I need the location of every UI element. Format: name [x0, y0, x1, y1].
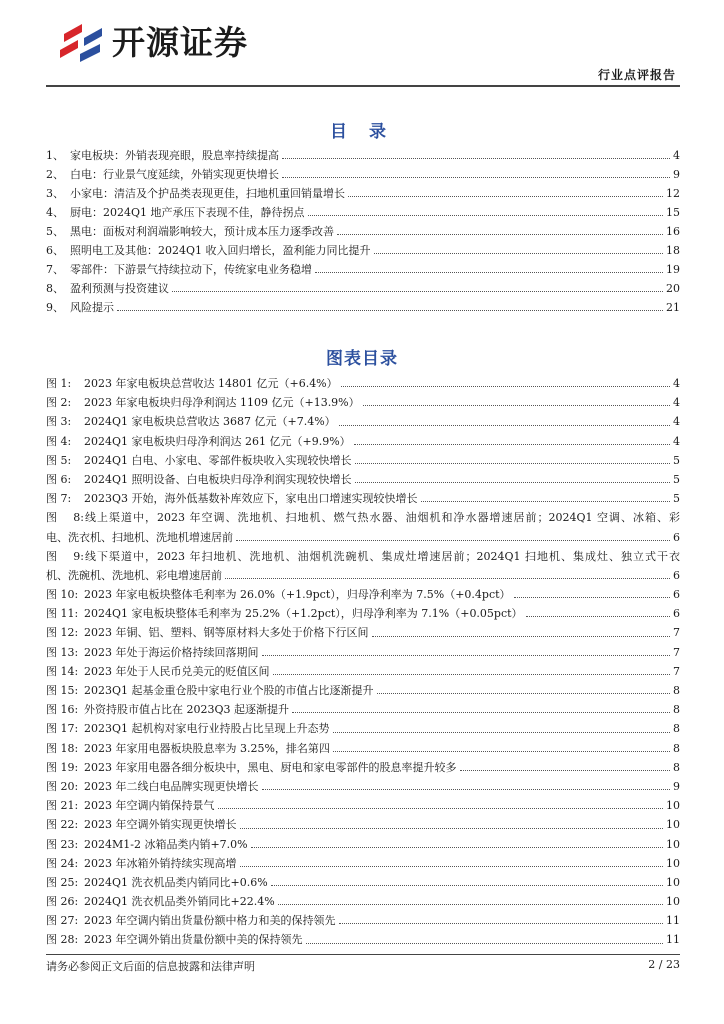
- figure-entry-page: 6: [673, 568, 680, 582]
- figure-entry-page: 6: [673, 588, 680, 602]
- brand-logo: [56, 20, 276, 66]
- toc-entry[interactable]: [46, 146, 680, 165]
- figure-entry-number: 图 12:: [46, 626, 79, 640]
- figure-entry[interactable]: [46, 758, 680, 777]
- dot-leader: [271, 885, 663, 886]
- figure-entry-page: 10: [666, 895, 680, 909]
- figure-entry[interactable]: [46, 489, 680, 508]
- dot-leader: [354, 444, 670, 445]
- toc-entry-text: 厨电：2024Q1 地产承压下表现不佳，静待拐点: [70, 206, 305, 219]
- toc-entry[interactable]: [46, 222, 680, 241]
- dot-leader: [225, 578, 670, 579]
- figure-entry-page: 5: [673, 492, 680, 506]
- figure-entry-number: 图 10:: [46, 588, 79, 602]
- dot-leader: [348, 196, 663, 197]
- figure-entry-page: 10: [666, 875, 680, 889]
- toc-entry[interactable]: [46, 165, 680, 184]
- toc-entry[interactable]: [46, 298, 680, 317]
- figure-entry-text: 2024Q1 家电板块总营收达 3687 亿元（+7.4%）: [84, 415, 336, 429]
- toc-entry-number: 7、: [46, 263, 64, 276]
- page-number: 2 / 23: [648, 958, 680, 971]
- dot-leader: [251, 847, 663, 848]
- dot-leader: [514, 597, 670, 598]
- figure-entry-text: 2023 年家电板块归母净利润达 1109 亿元（+13.9%）: [84, 396, 360, 410]
- figure-entry-page: 6: [673, 530, 680, 544]
- figure-entry-text: 2024Q1 洗衣机品类外销同比+22.4%: [84, 895, 275, 909]
- figure-entry-number: 图 9:: [46, 549, 84, 563]
- dot-leader: [421, 501, 670, 502]
- figure-entry-number: 图 1:: [46, 376, 72, 390]
- figure-entry-number: 图 22:: [46, 818, 79, 832]
- figure-entry[interactable]: [46, 547, 680, 585]
- figure-entry-text: 2023 年家电板块总营收达 14801 亿元（+6.4%）: [84, 376, 338, 390]
- dot-leader: [333, 732, 670, 733]
- figure-entry[interactable]: [46, 777, 680, 796]
- figure-entry-number: 图 5:: [46, 453, 72, 467]
- figure-entry-page: 8: [673, 684, 680, 698]
- figure-entry-page: 4: [673, 376, 680, 390]
- dot-leader: [339, 923, 664, 924]
- dot-leader: [282, 158, 670, 159]
- figure-entry-text: 2024M1-2 冰箱品类内销+7.0%: [84, 837, 248, 851]
- toc-entry-number: 1、: [46, 149, 64, 162]
- figure-entry-number: 图 6:: [46, 472, 72, 486]
- figure-entry-text: 2023Q1 起机构对家电行业持股占比呈现上升态势: [84, 722, 330, 736]
- figure-entry-page: 5: [673, 472, 680, 486]
- figure-entry-line: [46, 547, 680, 566]
- dot-leader: [355, 482, 670, 483]
- toc-entry[interactable]: [46, 260, 680, 279]
- figure-entry[interactable]: [46, 432, 680, 451]
- figure-entry-page: 8: [673, 722, 680, 736]
- figure-entry-number: 图 19:: [46, 760, 79, 774]
- figure-entry[interactable]: [46, 873, 680, 892]
- figure-entry-number: 图 7:: [46, 492, 72, 506]
- figure-entry-text: 2023 年冰箱外销持续实现高增: [84, 856, 237, 870]
- toc-entry-page: 21: [666, 301, 680, 314]
- figure-entry[interactable]: [46, 796, 680, 815]
- toc-entry[interactable]: [46, 241, 680, 260]
- figure-entry[interactable]: [46, 700, 680, 719]
- dot-leader: [374, 253, 663, 254]
- figure-entry-text: 2023 年家用电器板块股息率为 3.25%，排名第四: [84, 741, 330, 755]
- toc-entry-page: 20: [666, 282, 680, 295]
- figure-entry-number: 图 2:: [46, 396, 72, 410]
- figure-entry-text: 2023 年铜、铝、塑料、钢等原材料大多处于价格下行区间: [84, 626, 369, 640]
- dot-leader: [262, 789, 671, 790]
- figure-entry-number: 图 8:: [46, 511, 84, 525]
- figure-entry-page: 7: [673, 645, 680, 659]
- figure-entry-page: 7: [673, 664, 680, 678]
- figure-entry-page: 8: [673, 703, 680, 717]
- toc-entry-number: 4、: [46, 206, 64, 219]
- toc-entry-page: 19: [666, 263, 680, 276]
- dot-leader: [273, 674, 671, 675]
- dot-leader: [172, 291, 663, 292]
- dot-leader: [278, 904, 663, 905]
- figure-entry-page: 8: [673, 741, 680, 755]
- figure-entry[interactable]: [46, 374, 680, 393]
- toc-list: [46, 146, 680, 317]
- figure-entry[interactable]: [46, 854, 680, 873]
- figure-entry-page: 6: [673, 607, 680, 621]
- figure-entry-text: 2023 年空调外销实现更快增长: [84, 818, 237, 832]
- figure-entry-page: 4: [673, 415, 680, 429]
- dot-leader: [339, 425, 670, 426]
- figure-entry-page: 9: [673, 779, 680, 793]
- figure-entry-text-continued: 电、洗衣机、扫地机、洗地机增速居前: [46, 530, 233, 544]
- toc-entry-number: 6、: [46, 244, 64, 257]
- dot-leader: [333, 751, 670, 752]
- figure-entry-text: 2024Q1 洗衣机品类内销同比+0.6%: [84, 875, 268, 889]
- toc-entry[interactable]: [46, 203, 680, 222]
- figure-entry-text: 2023 年处于海运价格持续回落期间: [84, 645, 259, 659]
- figure-entry-number: 图 24:: [46, 856, 79, 870]
- dot-leader: [355, 463, 670, 464]
- figure-entry-text: 2023 年家用电器各细分板块中，黑电、厨电和家电零部件的股息率提升较多: [84, 760, 457, 774]
- figure-entry-text: 外资持股市值占比在 2023Q3 起逐渐提升: [84, 703, 290, 717]
- figure-entry-text: 2023 年空调外销出货量份额中美的保持领先: [84, 933, 303, 947]
- toc-entry-number: 3、: [46, 187, 64, 200]
- header-divider: [46, 85, 680, 87]
- figure-entry[interactable]: [46, 815, 680, 834]
- figure-entry-page: 4: [673, 434, 680, 448]
- figure-entry[interactable]: [46, 393, 680, 412]
- figure-entry-text: 2023 年空调内销保持景气: [84, 799, 215, 813]
- dot-leader: [240, 866, 664, 867]
- dot-leader: [460, 770, 671, 771]
- figure-entry-text: 线上渠道中，2023 年空调、洗地机、扫地机、燃气热水器、油烟机和净水器增速居前；2024Q1 空调、冰箱、彩: [84, 511, 680, 525]
- figure-entry[interactable]: [46, 585, 680, 604]
- figure-entry[interactable]: [46, 719, 680, 738]
- figure-entry[interactable]: [46, 911, 680, 930]
- dot-leader: [337, 234, 663, 235]
- figure-entry-line: [46, 508, 680, 527]
- dot-leader: [236, 540, 670, 541]
- figure-entry[interactable]: [46, 892, 680, 911]
- figure-entry[interactable]: [46, 412, 680, 431]
- figure-entry[interactable]: [46, 623, 680, 642]
- figure-entry-number: 图 20:: [46, 779, 79, 793]
- dot-leader: [218, 808, 664, 809]
- figure-entry[interactable]: [46, 604, 680, 623]
- toc-entry-number: 5、: [46, 225, 64, 238]
- figure-entry-page: 10: [666, 837, 680, 851]
- toc-entry-text: 黑电：面板对利润端影响较大，预计成本压力逐季改善: [70, 225, 334, 238]
- toc-entry-page: 18: [666, 244, 680, 257]
- toc-entry-page: 16: [666, 225, 680, 238]
- dot-leader: [282, 177, 670, 178]
- figure-entry-text: 2024Q1 照明设备、白电板块归母净利润实现较快增长: [84, 472, 352, 486]
- figure-entry-number: 图 15:: [46, 684, 79, 698]
- footer-disclaimer: 请务必参阅正文后面的信息披露和法律声明: [46, 960, 255, 973]
- dot-leader: [117, 310, 663, 311]
- dot-leader: [315, 272, 663, 273]
- figure-entry-number: 图 18:: [46, 741, 79, 755]
- figure-entry-text: 线下渠道中，2023 年扫地机、洗地机、油烟机洗碗机、集成灶增速居前；2024Q1 扫地机、集成灶、独立式干衣: [84, 549, 680, 563]
- figure-entry[interactable]: [46, 451, 680, 470]
- toc-entry-number: 2、: [46, 168, 64, 181]
- figure-entry-text: 2023 年空调内销出货量份额中格力和美的保持领先: [84, 914, 336, 928]
- brand-logo-icon: [56, 20, 104, 66]
- toc-entry-text: 盈利预测与投资建议: [70, 282, 169, 295]
- figure-list: [46, 374, 680, 950]
- page-header: [0, 0, 724, 92]
- figure-entry-number: 图 4:: [46, 434, 72, 448]
- figure-entry[interactable]: [46, 643, 680, 662]
- figure-entry-text-continued: 机、洗碗机、洗地机、彩电增速居前: [46, 568, 222, 582]
- figure-entry-number: 图 23:: [46, 837, 79, 851]
- toc-entry-number: 8、: [46, 282, 64, 295]
- figure-entry[interactable]: [46, 930, 680, 949]
- figure-list-title: 图表目录: [326, 349, 398, 369]
- dot-leader: [526, 616, 670, 617]
- figure-entry-number: 图 16:: [46, 703, 79, 717]
- figure-entry-line: [46, 528, 680, 547]
- toc-entry-text: 风险提示: [70, 301, 114, 314]
- figure-entry[interactable]: [46, 739, 680, 758]
- figure-entry-page: 11: [666, 914, 680, 928]
- toc-entry-page: 4: [673, 149, 680, 162]
- report-type: 行业点评报告: [597, 68, 676, 82]
- toc-entry-text: 白电：行业景气度延续，外销实现更快增长: [70, 168, 279, 181]
- toc-entry-text: 照明电工及其他：2024Q1 收入回归增长，盈利能力同比提升: [70, 244, 371, 257]
- dot-leader: [308, 215, 663, 216]
- figure-entry-text: 2023Q1 起基金重仓股中家电行业个股的市值占比逐渐提升: [84, 684, 374, 698]
- figure-entry[interactable]: [46, 662, 680, 681]
- toc-entry-page: 15: [666, 206, 680, 219]
- figure-entry-number: 图 21:: [46, 799, 79, 813]
- toc-entry[interactable]: [46, 279, 680, 298]
- figure-entry-page: 8: [673, 760, 680, 774]
- dot-leader: [363, 405, 670, 406]
- figure-entry-number: 图 27:: [46, 914, 79, 928]
- toc-entry-text: 小家电：清洁及个护品类表现更佳，扫地机重回销量增长: [70, 187, 345, 200]
- toc-entry-number: 9、: [46, 301, 64, 314]
- figure-entry-text: 2023Q3 开始，海外低基数补库效应下，家电出口增速实现较快增长: [84, 492, 418, 506]
- toc-entry-text: 家电板块：外销表现亮眼，股息率持续提高: [70, 149, 279, 162]
- figure-entry-page: 10: [666, 799, 680, 813]
- figure-entry[interactable]: [46, 835, 680, 854]
- figure-entry-text: 2023 年家电板块整体毛利率为 26.0%（+1.9pct），归母净利率为 7.5%（+0.4pct）: [84, 588, 511, 602]
- dot-leader: [341, 386, 670, 387]
- figure-entry-page: 11: [666, 933, 680, 947]
- figure-entry-number: 图 13:: [46, 645, 79, 659]
- figure-entry-number: 图 3:: [46, 415, 72, 429]
- figure-entry-text: 2023 年处于人民币兑美元的贬值区间: [84, 664, 270, 678]
- figure-entry-page: 10: [666, 856, 680, 870]
- footer-divider: [46, 954, 680, 955]
- toc-entry-page: 9: [673, 168, 680, 181]
- dot-leader: [377, 693, 670, 694]
- toc-entry-page: 12: [666, 187, 680, 200]
- figure-entry[interactable]: [46, 470, 680, 489]
- dot-leader: [262, 655, 671, 656]
- figure-entry-text: 2024Q1 白电、小家电、零部件板块收入实现较快增长: [84, 453, 352, 467]
- figure-entry-page: 10: [666, 818, 680, 832]
- figure-entry-number: 图 14:: [46, 664, 79, 678]
- figure-entry-text: 2024Q1 家电板块整体毛利率为 25.2%（+1.2pct），归母净利率为 7.1%（+0.05pct）: [84, 607, 523, 621]
- brand-name: 开源证券: [112, 23, 248, 62]
- figure-entry-line: [46, 566, 680, 585]
- dot-leader: [372, 636, 671, 637]
- figure-entry[interactable]: [46, 508, 680, 546]
- figure-entry-text: 2023 年二线白电品牌实现更快增长: [84, 779, 259, 793]
- figure-entry-number: 图 11:: [46, 607, 79, 621]
- figure-entry-number: 图 26:: [46, 895, 79, 909]
- dot-leader: [306, 943, 664, 944]
- figure-entry-number: 图 28:: [46, 933, 79, 947]
- toc-entry-text: 零部件：下游景气持续拉动下，传统家电业务稳增: [70, 263, 312, 276]
- figure-entry[interactable]: [46, 681, 680, 700]
- dot-leader: [292, 712, 670, 713]
- toc-entry[interactable]: [46, 184, 680, 203]
- figure-entry-page: 5: [673, 453, 680, 467]
- figure-entry-number: 图 25:: [46, 875, 79, 889]
- figure-entry-page: 4: [673, 396, 680, 410]
- figure-entry-page: 7: [673, 626, 680, 640]
- figure-entry-text: 2024Q1 家电板块归母净利润达 261 亿元（+9.9%）: [84, 434, 351, 448]
- dot-leader: [240, 828, 664, 829]
- figure-entry-number: 图 17:: [46, 722, 79, 736]
- toc-title: 目 录: [330, 122, 394, 142]
